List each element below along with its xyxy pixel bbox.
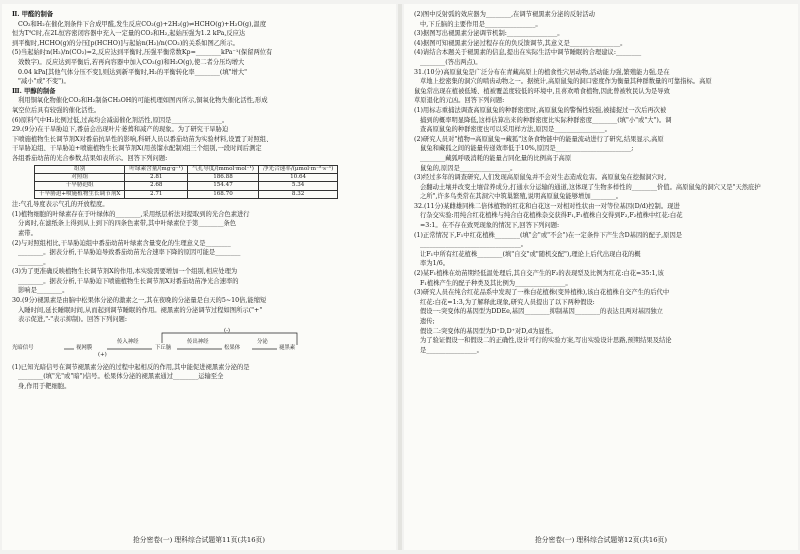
table-row [35,190,338,198]
flow-node: 褪黑素 [279,344,296,351]
text-line: "减小"或"不变")。 [18,78,70,86]
page-gutter [398,4,402,550]
question-line: (3)研究人员在纯合红花品系中发现了一株白花植株(变异植株),该白花植株自交产生的后代中 [414,289,670,297]
left-column [12,10,388,392]
text-line: 表示促进,"-"表示抑制)。回答下列问题: [18,316,127,324]
table-cell: 2.71 [125,190,188,198]
right-column [414,10,790,355]
text-line: 草地上挖密集的洞穴的啮齿动物之一。据统计,高原鼠兔的洞口密度作为衡量其种群数量的可靠指标。高原 [420,78,712,86]
text-line: ________________________________。 [420,241,528,249]
question-line: (2)图中反射弧的效应器为________,在调节褪黑素分泌的反射活动 [414,11,595,18]
table-header-row [35,165,338,173]
text-line: ________。 [18,258,50,266]
table-header: 净光合速率/(μmol·m⁻²·s⁻¹) [258,165,337,173]
table-cell: 154.47 [188,182,259,190]
flow-sign: (-) [224,327,231,334]
section-heading: Ⅱ. 甲醛的制备 [12,11,54,18]
page-footer: 抢分密卷(一) 理科综合试题第11页(共16页) [132,536,266,544]
text-line: 为了验证假设一和假设二的正确性,设计可行的实验方案,写出实验设计思路,预期结果及结论 [420,337,672,345]
question-line: (5)当起始时n(H₂)/n(CO₂)=2,反应达到平衡时,压强平衡常数Kp=________kPa⁻¹(保留两位有 [12,49,273,57]
question-line: (3)据图写出褪黑素分泌调节机制:________________。 [414,30,564,38]
text-line: 恒为T℃时,在2L恒容密闭容器中充入一定量的CO₂和H₂,起始压强为1.2 kPa,反应达 [12,30,246,38]
text-line: 会翻动土壤并改变土壤营养成分,打通水分运输的通道,这体现了生物多样性的________价值。高原鼠兔的洞穴又是"天然庇护 [420,183,761,191]
page-11 [2,4,396,550]
flow-sign: (+) [98,351,107,358]
text-line: 率为1/6。 [420,260,450,268]
question-title: 32.(11分)某雌雄同株二倍体植物的红花和白花这一对相对性状由一对等位基因(D/d)控制。现进 [414,202,680,210]
text-line: 干旱胁迫组、干旱胁迫+喷施植物生长调节剂X(用蒸馏水配制)组三个组别,一段时间后测定 [12,145,262,153]
text-line: 捕到的概率明显降低,这样估算出来的种群密度比实际种群密度________(填"小"或"大")。调 [420,116,672,124]
table-cell: 168.70 [188,190,259,198]
text-line: ________。据表分析,干旱胁迫下喷施植物生长调节剂X对番茄幼苗净光合速率的 [18,277,239,285]
table-note: 注:气孔导度表示气孔的开放程度。 [12,201,109,209]
text-line: 查高原鼠兔的种群密度也可以采用样方法,原因是________________。 [420,126,611,134]
flow-node: 光暗信号 [12,344,34,351]
text-line: 氧空位后具有较强的催化活性。 [12,106,101,114]
table-row [35,173,338,181]
results-table [34,165,338,200]
table-header: 气孔导度/(mmol·mol⁻¹) [188,165,259,173]
table-cell: 干旱胁迫组 [35,182,125,190]
text-line: 是________________。 [420,346,483,354]
text-line: 影响是________。 [18,287,69,295]
text-line: 中,下丘脑的主要作用是________________。 [420,20,542,28]
text-line: ________。据表分析,干旱胁迫导致番茄幼苗光合速率下降的原因可能是________ [18,249,241,257]
flow-label: 传出神经 [187,338,209,345]
text-line: 行杂交实验:用纯合红花植株与纯合白花植株杂交获得F₁,F₁植株自交得到F₂,F₂植株中红花:白花 [420,212,683,220]
table-cell: 对照组 [35,173,125,181]
question-line: (1)正常情况下,F₁中红花植株________(填"会"或"不会")在一定条件下产生含D基因的配子,原因是 [414,231,683,239]
text-line: 草原退化的元凶。回答下列问题: [414,97,505,105]
question-line: (4)请结合本题关于褪黑素的信息,提出在实际生活中调节睡眠的合理建议:________ [414,49,642,57]
text-line: 让F₁中所有红花植株________(填"自交"或"随机交配"),理论上后代出现白花的概 [420,250,641,258]
text-line: 利用铜氧化物催化CO₂和H₂制备CH₃OH的可能机理如图丙所示,铜氧化物失催化活性,形成 [18,97,268,105]
section-heading: Ⅲ. 甲醇的制备 [12,87,56,95]
question-line: (6)原料气中H₂比例过低,过高均会减弱催化剂活性,原因是________________。 [12,116,229,124]
table-cell: 5.34 [258,182,337,190]
question-line: (2)研究人员对"植物→高原鼠兔→藏狐"这条食物链中的能量流动进行了研究,结果显示,高原 [414,135,664,143]
text-line: 红花:白花=1:3,为了解释此现象,研究人员提出了以下两种假设: [420,298,595,306]
question-title: 29.(9分)在干旱胁迫下,番茄会出现叶片萎蔫和减产的现象。为了研究干旱胁迫 [12,126,229,134]
text-line: 鼠兔常出现在植被低矮、植被覆盖度较低的环境中,且喜欢啃食植物,因此曾被牧民认为是导致 [414,87,670,95]
flow-node: 视网膜 [76,344,93,351]
text-line: F₁植株产生的配子种类及其比例为________________。 [420,279,572,287]
question-line: (1)已知光暗信号在调节褪黑素分泌的过程中起相反的作用,其中能促进褪黑素分泌的是 [12,363,250,371]
text-line: CO₂和H₂在催化剂条件下合成甲醛,发生反应CO₂(g)+2H₂(g)⇌HCHO(g)+H₂O(g),温度 [18,20,267,28]
text-line: 身,作用于靶细胞。 [18,383,71,391]
text-line: 分离时,在滤纸条上得到从上到下的四条色素带,其中叶绿素位于第________条色 [18,220,237,228]
question-line: (1)植物细胞的叶绿素存在于叶绿体的________,采用纸层析法对提取到的光合色素进行 [12,210,250,218]
melatonin-flow-diagram [12,327,388,361]
question-line: (3)经过多年的调查研究,人们发现高原鼠兔并不会对生态造成危害。高原鼠兔在挖掘洞穴时, [414,174,667,182]
question-line: (1)用标志重捕法调查高原鼠兔的种群密度时,高原鼠兔的警惕性较强,被捕捉过一次后再次被 [414,106,667,114]
table-cell: 186.88 [188,173,259,181]
table-cell: 干旱胁迫+喷施植物生长调节剂X [35,190,125,198]
text-line: ________(答出两点)。 [420,58,482,66]
question-line: (4)据图可知褪黑素分泌过程存在的负反馈调节,其意义是________________。 [414,39,627,47]
table-cell: 10.64 [258,173,337,181]
text-line: 假设一:突变体的基因型为DDEe,基因________抑制基因________的表达且两对基因独立 [420,308,663,316]
table-row [35,182,338,190]
text-line: 到平衡时,HCHO(g)的分压[p(HCHO)]与起始n(H₂)/n(CO₂)的关系如图乙所示。 [12,39,239,47]
text-line: 假设二:突变体的基因型为D⁺D,D⁺对D,d为显性。 [420,327,558,335]
text-line: 下喷施植物生长调节剂X对番茄抗旱性的影响,科研人员以番茄幼苗为实验材料,设置了对照组、 [12,135,273,143]
page-12 [404,4,798,550]
page-footer: 抢分密卷(一) 理科综合试题第12页(共16页) [534,536,668,544]
text-line: 入睡时间,延长睡眠时间,从而起到调节睡眠的作用。褪黑素的分泌调节过程如图所示("+" [18,306,263,314]
text-line: 遗传; [420,318,435,325]
table-header: 组别 [35,165,125,173]
flow-label: 传入神经 [117,338,139,345]
flow-node: 松果体 [224,344,241,351]
flow-node: 下丘脑 [155,344,172,351]
question-title: 30.(9分)褪黑素是由脑中松果体分泌的激素之一,其在夜晚的分泌量是白天的5~10倍,能缩短 [12,297,267,305]
text-line: ________(填"光"或"暗")信号。松果体分泌的褪黑素通过________运输至全 [18,373,224,381]
text-line: 鼠兔和藏狐之间的能量传递效率低于10%,原因是________________________; [420,145,634,153]
question-line: (2)与对照组相比,干旱胁迫组中番茄幼苗叶绿素含量变化的生理意义是________ [12,239,231,247]
text-line: ________藏狐呼吸消耗的能量占同化量的比例高于高原 [420,154,572,162]
text-line: =3:1。在不存在致死现象的情况下,回答下列问题: [420,222,560,230]
text-line: 素带。 [18,229,37,237]
table-cell: 8.32 [258,190,337,198]
text-line: 效数字)。反应达到平衡后,若再向容器中加入CO₂(g)和H₂O(g),使二者分压均增大 [18,58,245,66]
question-line: (2)某F₁植株在幼苗期经低温处理后,其自交产生的F₂的表现型及比例为红花:白花=35:1,该 [414,270,664,278]
table-header: 叶绿素含量/(mg·g⁻¹) [125,165,188,173]
text-line: 0.04 kPa[其他气体分压不变],则达到新平衡时,H₂的平衡转化率________(填"增大" [18,68,248,76]
text-line: 各组番茄幼苗的光合参数,结果如表所示。回答下列问题: [12,154,168,162]
question-title: 31.(10分)高原鼠兔是广泛分布在青藏高原上的植食性穴居动物,活动能力强,繁殖能力强,是在 [414,68,670,76]
text-line: 鼠兔的,原因是________________。 [420,164,517,172]
table-cell: 2.68 [125,182,188,190]
flow-label: 分泌 [257,338,268,345]
table-cell: 2.81 [125,173,188,181]
text-line: 之所",许多鸟类常在其洞穴中筑巢繁殖,说明高原鼠兔能够增加________。 [420,193,623,201]
question-line: (3)为了更准确反映植物生长调节剂X的作用,本实验需要增加一个组别,相应处理为 [12,268,238,276]
